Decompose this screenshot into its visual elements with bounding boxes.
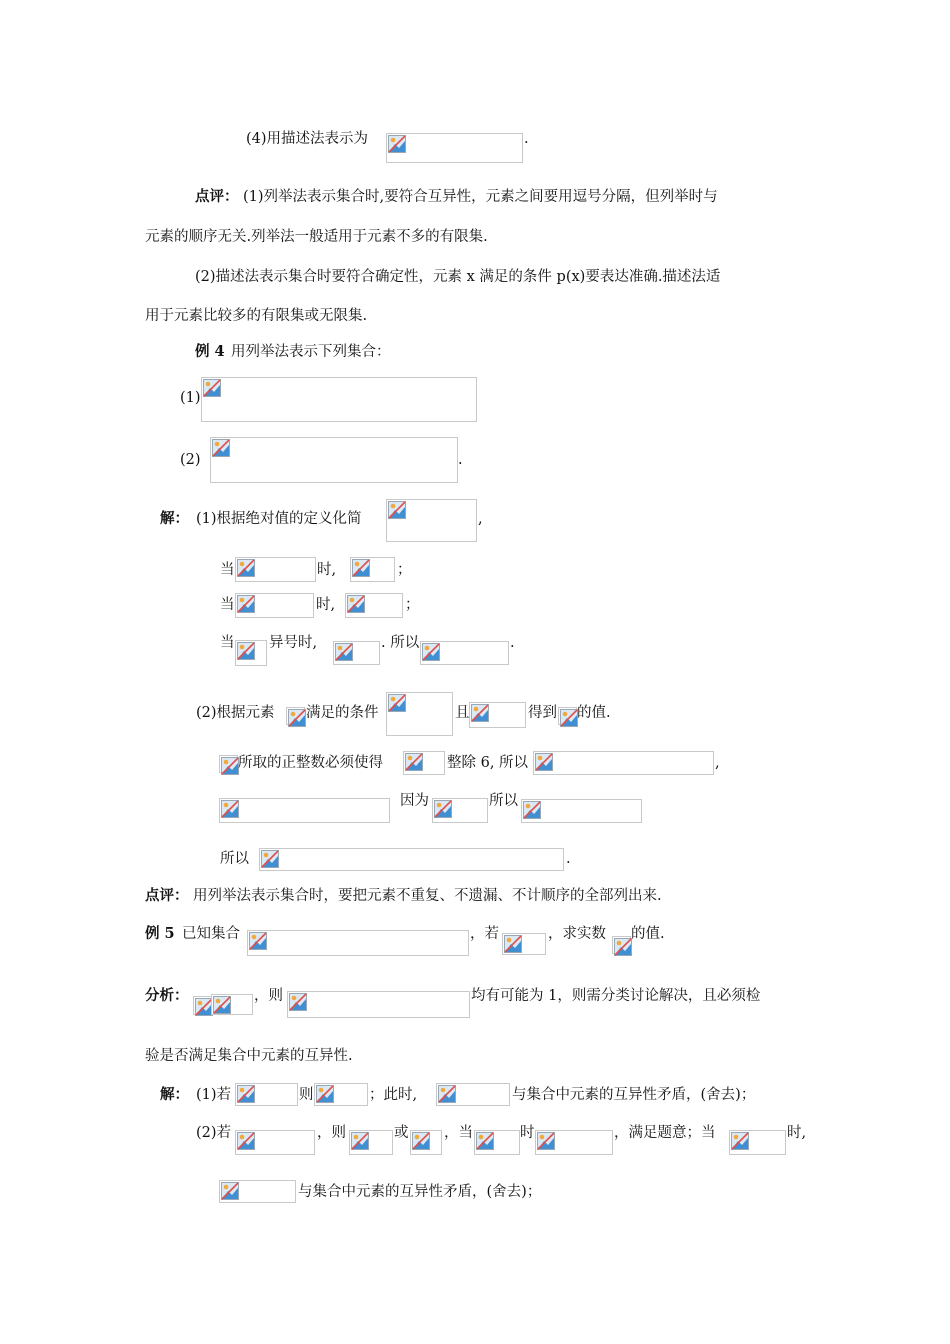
broken-image-icon <box>405 753 423 771</box>
broken-image-icon <box>434 800 452 818</box>
math-image <box>410 1130 442 1155</box>
question-number: (1) <box>180 390 201 406</box>
text-line: 时, <box>317 562 337 578</box>
text-line: 已知集合 <box>182 926 240 942</box>
text-line: 所以 <box>489 793 518 809</box>
math-image <box>235 1130 315 1155</box>
text-line: 用列举法表示集合时，要把元素不重复、不遗漏、不计顺序的全部列出来. <box>193 888 662 904</box>
text-line: 当 <box>220 562 235 578</box>
math-image <box>287 991 470 1018</box>
broken-image-icon <box>347 595 365 613</box>
text-line: 的值. <box>577 705 611 721</box>
text-line: ，则 <box>254 988 283 1004</box>
math-image <box>533 751 714 775</box>
text-line: ；此时, <box>369 1087 418 1103</box>
broken-image-icon <box>388 694 406 712</box>
math-image <box>219 755 238 773</box>
math-image <box>235 557 316 582</box>
math-image <box>386 499 477 542</box>
math-image <box>219 1180 296 1203</box>
math-image <box>558 707 577 725</box>
broken-image-icon <box>213 996 231 1014</box>
text-line: 时, <box>316 597 336 613</box>
text-line: 则 <box>299 1087 314 1103</box>
text-line: 用于元素比较多的有限集或无限集. <box>145 308 368 324</box>
broken-image-icon <box>237 642 255 660</box>
broken-image-icon <box>289 993 307 1011</box>
math-image <box>432 798 488 823</box>
text-line: ； <box>397 562 412 578</box>
broken-image-icon <box>237 1132 255 1150</box>
text-line: 元素的顺序无关.列举法一般适用于元素不多的有限集. <box>145 229 488 245</box>
math-image <box>286 707 305 725</box>
remark-label: 点评： <box>195 188 239 205</box>
text-line: 的值. <box>631 926 665 942</box>
math-image <box>219 798 390 823</box>
text-line: 当 <box>220 635 235 651</box>
broken-image-icon <box>614 938 632 956</box>
text-line: (4)用描述法表示为 <box>246 131 369 147</box>
broken-image-icon <box>560 709 578 727</box>
text-line: 所取的正整数必须使得 <box>238 755 383 771</box>
text-line: 满足的条件 <box>306 705 379 721</box>
math-image <box>436 1083 510 1106</box>
text-line: (1)根据绝对值的定义化简 <box>196 511 362 527</box>
solution-label: 解： <box>160 1086 189 1103</box>
math-image <box>193 996 213 1015</box>
math-image <box>259 848 564 871</box>
broken-image-icon <box>221 800 239 818</box>
text-line: ，则 <box>317 1125 346 1141</box>
text-line: . <box>524 131 529 147</box>
remark-label: 点评： <box>145 887 189 904</box>
text-line: (2)若 <box>196 1125 232 1141</box>
text-line: 时, <box>787 1125 807 1141</box>
text-line: . 所以 <box>381 635 420 651</box>
math-image <box>235 593 314 618</box>
broken-image-icon <box>422 643 440 661</box>
broken-image-icon <box>352 559 370 577</box>
broken-image-icon <box>237 559 255 577</box>
text-line: 因为 <box>400 793 429 809</box>
broken-image-icon <box>471 704 489 722</box>
math-image <box>247 930 469 956</box>
math-image <box>502 933 546 955</box>
broken-image-icon <box>212 439 230 457</box>
text-line: ，当 <box>444 1125 473 1141</box>
text-line: 与集合中元素的互异性矛盾，(舍去)； <box>298 1184 542 1200</box>
broken-image-icon <box>535 753 553 771</box>
text-line: (1)列举法表示集合时,要符合互异性，元素之间要用逗号分隔，但列举时与 <box>243 189 718 205</box>
math-image <box>469 702 526 728</box>
broken-image-icon <box>221 1182 239 1200</box>
math-image <box>349 1130 393 1155</box>
broken-image-icon <box>221 757 239 775</box>
broken-image-icon <box>203 379 221 397</box>
text-line: (1)若 <box>196 1087 232 1103</box>
math-image <box>420 641 509 665</box>
text-line: 与集合中元素的互异性矛盾，(舍去)； <box>512 1087 756 1103</box>
math-image <box>350 557 395 582</box>
broken-image-icon <box>523 801 541 819</box>
math-image <box>201 377 477 422</box>
text-line: 均有可能为 1，则需分类讨论解决，且必须检 <box>471 988 761 1004</box>
text-line: (2)描述法表示集合时要符合确定性，元素 x 满足的条件 p(x)要表达准确.描述法适 <box>195 269 721 285</box>
broken-image-icon <box>476 1132 494 1150</box>
math-image <box>612 936 631 954</box>
text-line: ，求实数 <box>548 926 606 942</box>
text-line: . <box>510 635 515 651</box>
broken-image-icon <box>388 501 406 519</box>
broken-image-icon <box>388 135 406 153</box>
broken-image-icon <box>237 595 255 613</box>
text-line: ，满足题意；当 <box>614 1125 716 1141</box>
math-image <box>386 133 523 163</box>
text-line: 时 <box>520 1125 535 1141</box>
broken-image-icon <box>731 1132 749 1150</box>
text-line: . <box>566 851 571 867</box>
text-line: 用列举法表示下列集合： <box>231 344 391 360</box>
math-image <box>235 640 267 666</box>
math-image <box>345 593 403 618</box>
math-image <box>314 1083 368 1106</box>
math-image <box>211 994 253 1015</box>
broken-image-icon <box>412 1132 430 1150</box>
broken-image-icon <box>537 1132 555 1150</box>
text-line: ； <box>405 597 420 613</box>
math-image <box>403 751 445 775</box>
text-line: , <box>478 511 483 527</box>
text-line: 或 <box>394 1125 409 1141</box>
math-image <box>235 1083 298 1106</box>
math-image <box>535 1130 613 1155</box>
broken-image-icon <box>504 935 522 953</box>
text-line: 得到 <box>528 705 557 721</box>
question-number: (2) <box>180 452 201 468</box>
analysis-label: 分析： <box>145 987 189 1004</box>
text-line: (2)根据元素 <box>196 705 275 721</box>
broken-image-icon <box>261 850 279 868</box>
broken-image-icon <box>288 709 306 727</box>
text-line: , <box>715 755 720 771</box>
math-image <box>729 1130 786 1155</box>
broken-image-icon <box>316 1085 334 1103</box>
math-image <box>386 692 453 736</box>
broken-image-icon <box>438 1085 456 1103</box>
broken-image-icon <box>351 1132 369 1150</box>
text-line: 异号时, <box>269 635 318 651</box>
example-label: 例 4 <box>195 343 225 360</box>
broken-image-icon <box>249 932 267 950</box>
math-image <box>521 799 642 823</box>
broken-image-icon <box>335 643 353 661</box>
solution-label: 解： <box>160 510 189 527</box>
math-image <box>474 1130 520 1155</box>
text-line: 整除 6, 所以 <box>447 755 529 771</box>
math-image <box>333 641 380 665</box>
text-line: . <box>458 452 463 468</box>
text-line: 且 <box>455 705 470 721</box>
broken-image-icon <box>237 1085 255 1103</box>
math-image <box>210 437 458 483</box>
text-line: 当 <box>220 597 235 613</box>
text-line: ，若 <box>470 926 499 942</box>
example-label: 例 5 <box>145 925 175 942</box>
text-line: 验是否满足集合中元素的互异性. <box>145 1048 353 1064</box>
text-line: 所以 <box>220 851 249 867</box>
